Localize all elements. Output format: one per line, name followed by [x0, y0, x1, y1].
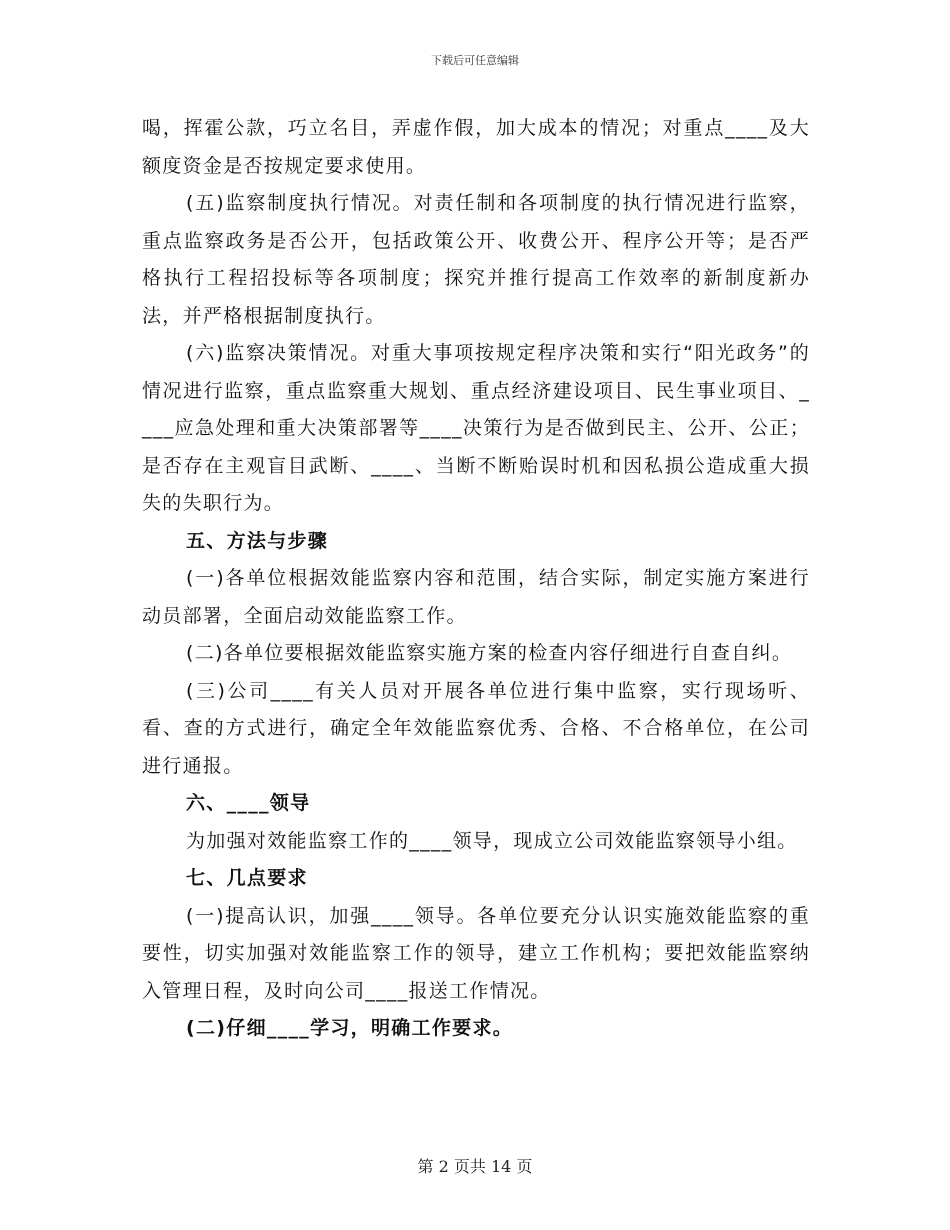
section-heading: 六、____领导 [186, 792, 311, 814]
paragraph: (五)监察制度执行情况。对责任制和各项制度的执行情况进行监察，重点监察政务是否公开，包括政策公开、收费公开、程序公开等；是否严格执行工程招投标等各项制度；探究并推行提高工作效率的新制度新办法，并严格根据制度执行。 [142, 192, 810, 327]
document-body [142, 110, 810, 1048]
paragraph: (一)提高认识，加强____领导。各单位要充分认识实施效能监察的重要性，切实加强对效能监察工作的领导，建立工作机构；要把效能监察纳入管理日程，及时向公司____报送工作情况。 [142, 904, 810, 1002]
section-heading: 七、几点要求 [186, 867, 308, 889]
paragraph: (二)各单位要根据效能监察实施方案的检查内容仔细进行自查自纠。 [186, 642, 793, 664]
paragraph: (一)各单位根据效能监察内容和范围，结合实际，制定实施方案进行动员部署，全面启动效能监察工作。 [142, 567, 810, 627]
paragraph: 为加强对效能监察工作的____领导，现成立公司效能监察领导小组。 [186, 829, 798, 852]
subsection-heading: (二)仔细____学习，明确工作要求。 [186, 1017, 514, 1039]
page-header: 下载后可任意编辑 [431, 54, 519, 67]
page-footer: 第 2 页共 14 页 [417, 1157, 533, 1176]
paragraph: (三)公司____有关人员对开展各单位进行集中监察，实行现场听、看、查的方式进行，确定全年效能监察优秀、合格、不合格单位，在公司进行通报。 [142, 679, 810, 777]
paragraph: (六)监察决策情况。对重大事项按规定程序决策和实行“阳光政务”的情况进行监察，重点监察重大规划、重点经济建设项目、民生事业项目、____应急处理和重大决策部署等____决策行为是否做到民主、公开、公正；是否存在主观盲目武断、____、当断不断贻误时机和因私损公造成重大损失的失职行为。 [142, 342, 810, 514]
paragraph: 喝，挥霍公款，巧立名目，弄虚作假，加大成本的情况；对重点____及大额度资金是否按规定要求使用。 [142, 117, 810, 177]
section-heading: 五、方法与步骤 [186, 529, 329, 552]
